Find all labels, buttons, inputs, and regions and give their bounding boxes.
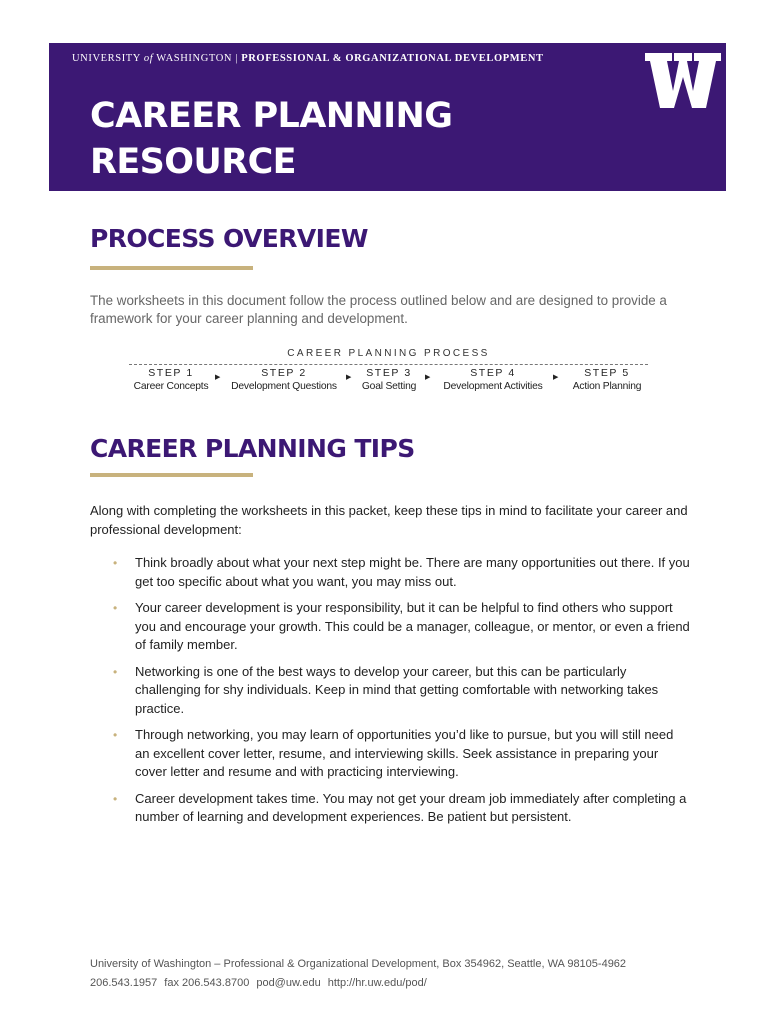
department-line xyxy=(72,53,544,64)
career-tips-rule xyxy=(90,473,253,477)
tip-text: Through networking, you may learn of opportunities you’d like to pursue, but you will still need an excellent cover letter, resume, and interviewing skills. Seek assistance in preparing your cover letter and resume and with practicing interviewing. xyxy=(135,727,674,779)
step-1-name: Career Concepts xyxy=(133,381,209,392)
footer-address: University of Washington – Professional & Organizational Development, Box 354962, Seattle, WA 98105-4962 xyxy=(90,958,627,970)
arrow-right-icon: ▶ xyxy=(425,374,431,381)
step-3-name: Goal Setting xyxy=(361,381,417,392)
page-footer xyxy=(90,955,710,993)
tip-text: Networking is one of the best ways to develop your career, but this can be particularly challenging for shy individuals. Keep in mind that getting comfortable with networking takes practice. xyxy=(135,663,659,716)
step-3 xyxy=(357,367,421,393)
process-intro-text: The worksheets in this document follow the process outlined below and are designed to provide a framework for your career planning and development. xyxy=(90,293,667,326)
tip-item xyxy=(90,554,690,591)
process-overview-rule xyxy=(90,266,253,270)
footer-email-link[interactable]: pod@uw.edu xyxy=(256,977,321,989)
bullet-icon: • xyxy=(113,556,118,570)
footer-phone: 206.543.1957 xyxy=(90,977,158,989)
tip-text: Career development takes time. You may not get your dream job immediately after completing a number of learning and development experiences. Be patient but persistent. xyxy=(135,790,687,824)
university-word: UNIVERSITY xyxy=(72,53,141,64)
footer-contact xyxy=(90,974,710,993)
bullet-icon: • xyxy=(113,791,118,806)
of-word: of xyxy=(143,53,154,64)
step-1-number: STEP 1 xyxy=(148,367,194,379)
career-tips-heading: CAREER PLANNING TIPS xyxy=(90,434,415,463)
process-heading: CAREER PLANNING PROCESS xyxy=(287,348,490,359)
tips-list xyxy=(90,554,690,827)
tip-text: Your career development is your responsibility, but it can be helpful to find others who support you and encourage your growth. This could be a manager, colleague, or mentor, or even a friend of family member. xyxy=(135,600,690,652)
bullet-icon: • xyxy=(113,664,118,679)
arrow-right-icon: ▶ xyxy=(553,374,559,381)
arrow-right-icon: ▶ xyxy=(215,374,221,381)
bullet-icon: • xyxy=(113,601,118,615)
step-4-number: STEP 4 xyxy=(470,367,516,379)
step-4 xyxy=(435,367,551,393)
step-2-name: Development Questions xyxy=(231,381,337,392)
tip-item xyxy=(90,790,690,827)
document-title: CAREER PLANNING RESOURCE xyxy=(90,96,453,182)
step-5-number: STEP 5 xyxy=(584,367,630,379)
process-overview-heading: PROCESS OVERVIEW xyxy=(90,224,368,253)
tips-intro-text: Along with completing the worksheets in this packet, keep these tips in mind to facilitate your career and professional development: xyxy=(90,503,688,537)
step-4-name: Development Activities xyxy=(443,381,543,392)
step-3-number: STEP 3 xyxy=(366,367,412,379)
tip-item xyxy=(90,599,690,655)
step-1 xyxy=(129,367,213,393)
step-5-name: Action Planning xyxy=(572,381,642,392)
department-name: PROFESSIONAL & ORGANIZATIONAL DEVELOPMENT xyxy=(241,53,544,64)
tip-item xyxy=(90,663,690,719)
arrow-right-icon: ▶ xyxy=(346,374,352,381)
step-2 xyxy=(225,367,343,393)
footer-fax: fax 206.543.8700 xyxy=(164,977,250,989)
step-2-number: STEP 2 xyxy=(261,367,307,379)
uw-w-logo-icon xyxy=(645,53,721,113)
step-5 xyxy=(564,367,650,393)
process-diagram xyxy=(129,347,648,395)
footer-url-link[interactable]: http://hr.uw.edu/pod/ xyxy=(327,977,427,989)
bullet-icon: • xyxy=(113,728,118,742)
process-steps xyxy=(129,365,648,395)
tip-text: Think broadly about what your next step might be. There are many opportunities out there. If you get too specific about what you want, you may miss out. xyxy=(135,555,690,589)
header-banner xyxy=(49,43,726,191)
washington-word: WASHINGTON | xyxy=(156,53,238,64)
tip-item xyxy=(90,726,690,782)
